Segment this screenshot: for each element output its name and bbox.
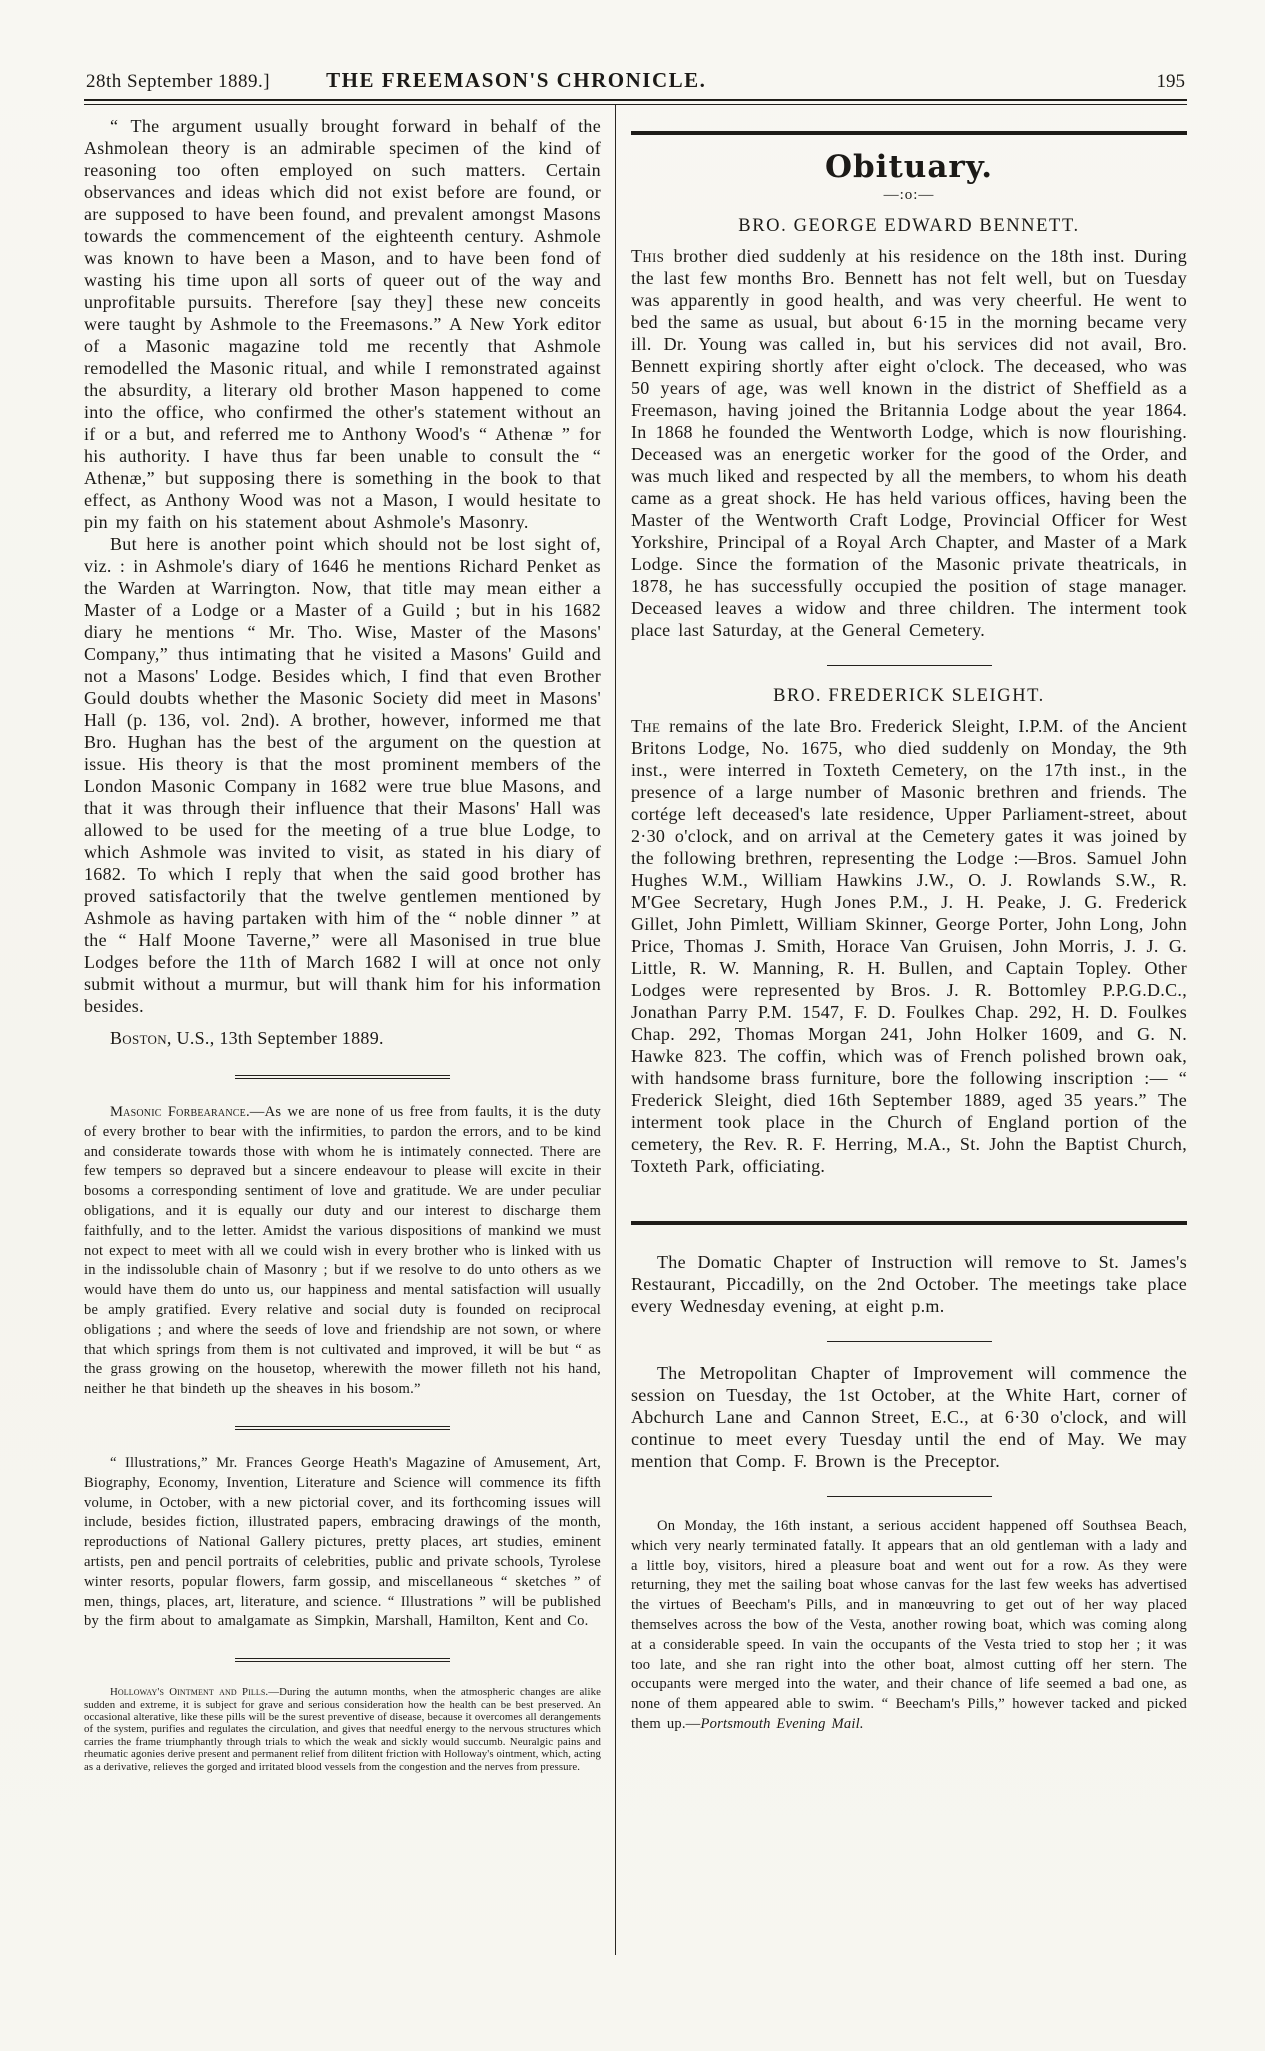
sleight-obituary-heading: BRO. FREDERICK SLEIGHT. (773, 686, 1045, 706)
masthead (84, 68, 1187, 99)
notice-divider-rule (827, 1341, 992, 1342)
metropolitan-chapter-notice: The Metropolitan Chapter of Improvement will commence the session on Tuesday, the 1st October, at the White Hart, corner of Abchurch Lane and Cannon Street, E.C., at 6·30 o'clock, and will continue to meet every Tuesday until the end of May. We may mention that Comp. F. Brown is the Preceptor. (631, 1363, 1187, 1471)
page-number: 195 (1156, 71, 1185, 92)
signature-date: U.S., 13th September 1889. (171, 1028, 384, 1048)
obituary-top-rule (631, 131, 1187, 135)
illustrations-magazine-note: “ Illustrations,” Mr. Frances George Heath's Magazine of Amusement, Art, Biography, Economy, Invention, Literature and Science will commence its fifth volume, in October, with a new pictorial cover, and its forthcoming issues will include, besides fiction, illustrated papers, embracing drawings of the month, reproductions of National Gallery pictures, pretty places, art studies, eminent artists, pen and pencil portraits of celebrities, public and private schools, Tyrolese winter resorts, popular flowers, farm gossip, and miscellaneous “ sketches ” of men, things, places, art, literature, and science. “ Illustrations ” will be published by the firm about to amalgamate as Simpkin, Marshall, Hamilton, Kent and Co. (84, 1454, 601, 1630)
left-column (84, 105, 615, 1955)
bennett-obituary-body (631, 245, 1187, 641)
two-column-body (84, 105, 1187, 1955)
ashmolean-argument-paragraph: “ The argument usually brought forward in behalf of the Ashmolean theory is an admirable specimen of the kind of reasoning too often employed on such matters. Certain observances and ideas which did not exist before are found, or are supposed to have been found, and prevalent amongst Masons towards the commencement of the eighteenth century. Ashmole was known to have been a Mason, and to have been fond of wasting his time upon all sorts of queer out of the way and unprofitable pursuits. Therefore [say they] these new conceits were taught by Ashmole to the Freemasons.” A New York editor of a Masonic magazine told me recently that Ashmole remodelled the Masonic ritual, and while I remonstrated against the absurdity, a literary old brother Mason happened to come into the office, who confirmed the other's statement without an if or a but, and referred me to Anthony Wood's “ Athenæ ” for his authority. I have thus far been unable to consult the “ Athenæ,” but supposing there is something in the book to that effect, as Anthony Wood was not a Mason, I would hesitate to pin my faith on his statement about Ashmole's Masonry. (84, 116, 601, 532)
sleight-obituary-body (631, 715, 1187, 1177)
ashmole-diary-paragraph: But here is another point which should not be lost sight of, viz. : in Ashmole's diary of 1646 he mentions Richard Penket as the Warden at Warrington. Now, that title may mean either a Master of a Lodge or a Master of a Guild ; but in his 1682 diary he mentions “ Mr. Tho. Wise, Master of the Masons' Company,” thus intimating that he visited a Masons' Guild and not a Masons' Lodge. Besides which, I find that even Brother Gould doubts whether the Masonic Society did meet in Masons' Hall (p. 136, vol. 2nd). A brother, however, informed me that Bro. Hughan has the best of the argument on the question at issue. His theory is that the most prominent members of the London Masonic Company in 1682 were true blue Masons, and that it was through their influence that their Masons' Hall was allowed to be used for the meeting of a true blue Lodge, to which Ashmole was invited to visit, as stated in his diary of 1682. To which I reply that when the said good brother has proved satisfactorily that the twelve gentlemen mentioned by Ashmole as having partaken with him of the “ noble dinner ” at the “ Half Moone Taverne,” were all Masonised in true blue Lodges before the 11th of March 1682 I will at once not only submit without a murmur, but will thank him for his information besides. (84, 534, 601, 1016)
southsea-attribution: Portsmouth Evening Mail. (700, 1715, 864, 1732)
bennett-lead-in: This (631, 246, 665, 266)
holloway-text: —During the autumn months, when the atmospheric changes are alike sudden and extreme, it is subject for grave and serious consideration how the health can be best preserved. An occasional alterative, like these pills will be the surest preventive of disease, because it overcomes all derangements of the system, purifies and regulates the circulation, and gives that needful energy to the nervous structures which carries the frame triumphantly through trials to which the weak and sickly would succumb. Neuralgic pains and rheumatic agonies derive present and permanent relief from dilitent friction with Holloway's ointment, which, acting as a derivative, relieves the gorged and irritated blood vessels from the congestion and the nerves from pressure. (84, 1686, 601, 1773)
correspondent-signature (84, 1027, 601, 1049)
obituary-section-title: Obituary. (825, 149, 993, 185)
issue-date: 28th September 1889.] (86, 71, 271, 92)
signature-place: Boston, (110, 1028, 172, 1048)
publication-title: THE FREEMASON'S CHRONICLE. (326, 68, 707, 92)
section-divider-rule (235, 1426, 450, 1430)
section-divider-rule (235, 1075, 450, 1079)
bennett-text: brother died suddenly at his residence on the 18th inst. During the last few months Bro. Bennett has not felt well, but on Tuesday was apparently in good health, and was very cheerful. He went to bed the same as usual, but about 6·15 in the morning became very ill. Dr. Young was called in, but his services did not avail, Bro. Bennett expiring shortly after eight o'clock. The deceased, who was 50 years of age, was well known in the district of Sheffield as a Freemason, having joined the Britannia Lodge about the year 1864. In 1868 he founded the Wentworth Lodge, which is now flourishing. Deceased was an energetic worker for the good of the Order, and was much liked and respected by all the members, to whom his death came as a great shock. He has held various offices, having been the Master of the Wentworth Craft Lodge, Provincial Officer for West Yorkshire, Principal of a Royal Arch Chapter, and Master of a Mark Lodge. Since the formation of the Masonic private theatricals, in 1878, he has successfully occupied the position of stage manager. Deceased leaves a widow and three children. The interment took place last Saturday, at the General Cemetery. (631, 246, 1187, 640)
masonic-forbearance-note (84, 1103, 601, 1400)
right-column (616, 105, 1187, 1955)
southsea-accident-report (631, 1517, 1187, 1735)
sleight-text: remains of the late Bro. Frederick Sleight, I.P.M. of the Ancient Britons Lodge, No. 1675, who died suddenly on Monday, the 9th inst., were interred in Toxteth Cemetery, on the 17th inst., in the presence of a large number of Masonic brethren and friends. The cortége left deceased's late residence, Upper Parliament-street, about 2·30 o'clock, and on arrival at the Cemetery gates it was joined by the following brethren, representing the Lodge :—Bros. Samuel John Hughes W.M., William Hawkins J.W., O. J. Rowlands S.W., R. M'Gee Secretary, Hugh Jones P.M., J. H. Peake, J. G. Frederick Gillet, John Pimlett, William Skinner, George Porter, John Long, John Price, Thomas J. Smith, Horace Van Gruisen, John Morris, J. J. G. Little, R. W. Manning, R. H. Bullen, and Captain Topley. Other Lodges were represented by Bros. J. R. Bottomley P.P.G.D.C., Jonathan Parry P.M. 1547, F. D. Foulkes Chap. 292, H. D. Foulkes Chap. 292, Thomas Morgan 241, John Holker 1609, and G. N. Hawke 823. The coffin, which was of French polished brown oak, with handsome brass furniture, bore the following inscription :— “ Frederick Sleight, died 16th September 1889, aged 35 years.” The interment took place in the Church of England portion of the cemetery, the Rev. R. F. Herring, M.A., St. John the Baptist Church, Toxteth Park, officiating. (631, 716, 1187, 1176)
obituary-ornament: —:o:— (883, 187, 935, 203)
sleight-lead-in: The (631, 716, 661, 736)
obituary-divider-rule (827, 665, 992, 666)
section-divider-rule (235, 1658, 450, 1662)
holloway-lead-in: Holloway's Ointment and Pills. (110, 1686, 269, 1699)
domatic-chapter-notice: The Domatic Chapter of Instruction will remove to St. James's Restaurant, Piccadilly, on the 2nd October. The meetings take place every Wednesday evening, at eight p.m. (631, 1252, 1187, 1316)
obituary-bottom-rule (631, 1221, 1187, 1225)
notice-divider-rule (827, 1496, 992, 1497)
forbearance-lead-in: Masonic Forbearance. (110, 1104, 250, 1120)
southsea-text: On Monday, the 16th instant, a serious accident happened off Southsea Beach, which very nearly terminated fatally. It appears that an old gentleman with a lady and a little boy, visitors, hired a pleasure boat and went out for a row. As they were returning, they met the sailing boat whose canvas for the last few weeks has advertised the virtues of Beecham's Pills, and in manœuvring to get out of her way placed themselves across the bow of the Vesta, another rowing boat, which was coming along at a considerable speed. In vain the occupants of the Vesta tried to stop her ; it was too late, and she ran right into the other boat, almost cutting off her stern. The occupants were merged into the water, and their chance of life seemed a bad one, as none of them appeared able to swim. “ Beecham's Pills,” however tacked and picked them up.— (631, 1518, 1187, 1732)
bennett-obituary-heading: BRO. GEORGE EDWARD BENNETT. (738, 216, 1080, 236)
forbearance-text: —As we are none of us free from faults, it is the duty of every brother to bear with the infirmities, to pardon the errors, and to be kind and considerate towards those with whom he is intimately connected. There are few tempers so depraved but a sincere endeavour to please will excite in their bosoms a corresponding sentiment of love and gratitude. We are under peculiar obligations, and it is equally our duty and our interest to discharge them faithfully, and to the letter. Amidst the various dispositions of mankind we must not expect to meet with all we could wish in every brother who is linked with us in the indissoluble chain of Masonry ; but if we resolve to do unto others as we would have them do unto us, our happiness and mental satisfaction will usually be amply gratified. Every relative and social duty is founded on reciprocal obligations ; and where the seeds of love and friendship are not sown, or where that which springs from them is not cultivated and improved, it will be but “ as the grass growing on the housetop, wherewith the mower filleth not his hand, neither he that bindeth up the sheaves in his bosom.” (84, 1104, 601, 1398)
holloway-advertisement (84, 1686, 601, 1773)
